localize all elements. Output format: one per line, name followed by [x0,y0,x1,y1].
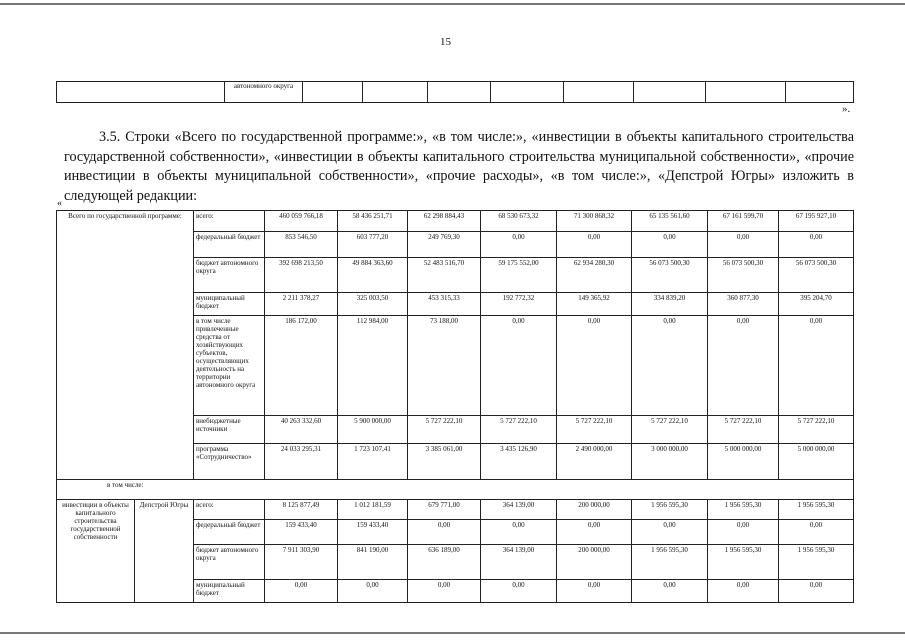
fragment-label: автономного округа [225,82,303,103]
value-cell: 186 172,00 [265,316,338,416]
value-cell: 453 315,33 [408,293,481,316]
value-cell: 71 300 868,32 [557,211,632,232]
value-cell: 5 727 222,10 [632,416,708,444]
value-cell: 0,00 [708,520,779,545]
funding-source: в том числе привлеченные средства от хозяйствующих субъектов, осуществляющих деятельность на территории автономного округа [194,316,265,416]
value-cell: 0,00 [557,520,632,545]
value-cell: 62 934 280,30 [557,258,632,293]
page-number: 15 [440,36,451,48]
value-cell: 3 435 126,90 [481,444,557,480]
funding-source: бюджет автономного округа [194,545,265,580]
value-cell: 2 490 000,00 [557,444,632,480]
value-cell: 603 777,20 [338,232,408,258]
value-cell: 159 433,40 [265,520,338,545]
value-cell: 52 483 516,70 [408,258,481,293]
value-cell: 59 175 552,00 [481,258,557,293]
value-cell: 1 012 181,59 [338,500,408,520]
funding-source: бюджет автономного округа [194,258,265,293]
value-cell: 58 436 251,71 [338,211,408,232]
value-cell: 3 000 000,00 [632,444,708,480]
value-cell: 2 211 378,27 [265,293,338,316]
value-cell: 364 139,00 [481,500,557,520]
value-cell: 200 000,00 [557,545,632,580]
value-cell: 0,00 [779,580,854,603]
value-cell: 1 956 595,30 [708,545,779,580]
funding-source: федеральный бюджет [194,232,265,258]
amendment-paragraph: 3.5. Строки «Всего по государственной программе:», «в том числе:», «инвестиции в объекты капитального строительства государственной собственности», «инвестиции в объекты капитального строительства муниципальной собственности», «прочие инвестиции в объекты муниципальной собственности», «прочие расходы», «в том числе:», «Депстрой Югры» изложить в следующей редакции: [64,129,854,204]
funding-source: муниципальный бюджет [194,580,265,603]
value-cell: 0,00 [408,580,481,603]
value-cell: 0,00 [632,316,708,416]
funding-source: внебюджетные источники [194,416,265,444]
opening-quote: « [57,198,62,209]
value-cell: 40 263 332,60 [265,416,338,444]
value-cell: 0,00 [779,316,854,416]
value-cell: 5 900 000,00 [338,416,408,444]
funding-source: всего: [194,500,265,520]
value-cell: 392 698 213,50 [265,258,338,293]
value-cell: 249 769,30 [408,232,481,258]
top-scan-rule [0,3,905,5]
value-cell: 0,00 [708,580,779,603]
value-cell: 636 189,00 [408,545,481,580]
including-row [57,480,854,500]
value-cell: 0,00 [481,520,557,545]
value-cell: 5 000 000,00 [779,444,854,480]
value-cell: 49 884 363,60 [338,258,408,293]
closing-quote: ». [842,103,851,115]
value-cell: 192 772,32 [481,293,557,316]
value-cell: 0,00 [632,520,708,545]
value-cell: 5 727 222,10 [408,416,481,444]
value-cell: 24 033 295,31 [265,444,338,480]
value-cell: 149 365,92 [557,293,632,316]
value-cell: 65 135 561,60 [632,211,708,232]
value-cell: 3 385 061,00 [408,444,481,480]
value-cell: 0,00 [557,580,632,603]
value-cell: 56 073 500,30 [632,258,708,293]
value-cell: 0,00 [632,232,708,258]
value-cell: 841 190,00 [338,545,408,580]
value-cell: 0,00 [481,232,557,258]
value-cell: 1 956 595,30 [708,500,779,520]
bottom-scan-rule [0,632,905,634]
value-cell: 5 727 222,10 [779,416,854,444]
value-cell: 325 003,50 [338,293,408,316]
value-cell: 1 956 595,30 [779,545,854,580]
value-cell: 159 433,40 [338,520,408,545]
value-cell: 0,00 [481,580,557,603]
value-cell: 7 911 303,90 [265,545,338,580]
value-cell: 56 073 500,30 [779,258,854,293]
value-cell: 68 530 673,32 [481,211,557,232]
value-cell: 0,00 [557,316,632,416]
value-cell: 67 161 599,70 [708,211,779,232]
value-cell: 0,00 [481,316,557,416]
value-cell: 5 727 222,10 [557,416,632,444]
value-cell: 73 188,00 [408,316,481,416]
funding-source: федеральный бюджет [194,520,265,545]
fragment-row [57,82,854,103]
value-cell: 0,00 [265,580,338,603]
value-cell: 0,00 [708,316,779,416]
value-cell: 0,00 [557,232,632,258]
value-cell: 1 956 595,30 [632,500,708,520]
value-cell: 1 956 595,30 [632,545,708,580]
value-cell: 67 195 927,10 [779,211,854,232]
funding-source: муниципальный бюджет [194,293,265,316]
budget-table [56,210,854,603]
funding-source: программа «Сотрудничество» [194,444,265,480]
value-cell: 460 059 766,18 [265,211,338,232]
value-cell: 853 546,50 [265,232,338,258]
value-cell: 0,00 [779,520,854,545]
including-label: в том числе: [57,480,194,500]
value-cell: 395 204,70 [779,293,854,316]
executor-label: Депстрой Югры [135,500,194,603]
value-cell: 334 839,20 [632,293,708,316]
table-row [57,211,854,232]
value-cell: 5 727 222,10 [708,416,779,444]
section-label: инвестиции в объекты капитального строительства государственной собственности [57,500,135,603]
value-cell: 679 771,00 [408,500,481,520]
funding-source: всего: [194,211,265,232]
value-cell: 62 298 884,43 [408,211,481,232]
value-cell: 0,00 [632,580,708,603]
value-cell: 200 000,00 [557,500,632,520]
value-cell: 8 125 877,49 [265,500,338,520]
value-cell: 112 984,00 [338,316,408,416]
value-cell: 1 956 595,30 [779,500,854,520]
value-cell: 0,00 [338,580,408,603]
value-cell: 1 723 107,41 [338,444,408,480]
value-cell: 5 727 222,10 [481,416,557,444]
value-cell: 360 877,30 [708,293,779,316]
table-row [57,500,854,520]
value-cell: 0,00 [779,232,854,258]
value-cell: 364 139,00 [481,545,557,580]
previous-table-fragment [56,81,854,103]
section-label: Всего по государственной программе: [57,211,194,480]
value-cell: 56 073 500,30 [708,258,779,293]
value-cell: 0,00 [408,520,481,545]
value-cell: 0,00 [708,232,779,258]
value-cell: 5 000 000,00 [708,444,779,480]
